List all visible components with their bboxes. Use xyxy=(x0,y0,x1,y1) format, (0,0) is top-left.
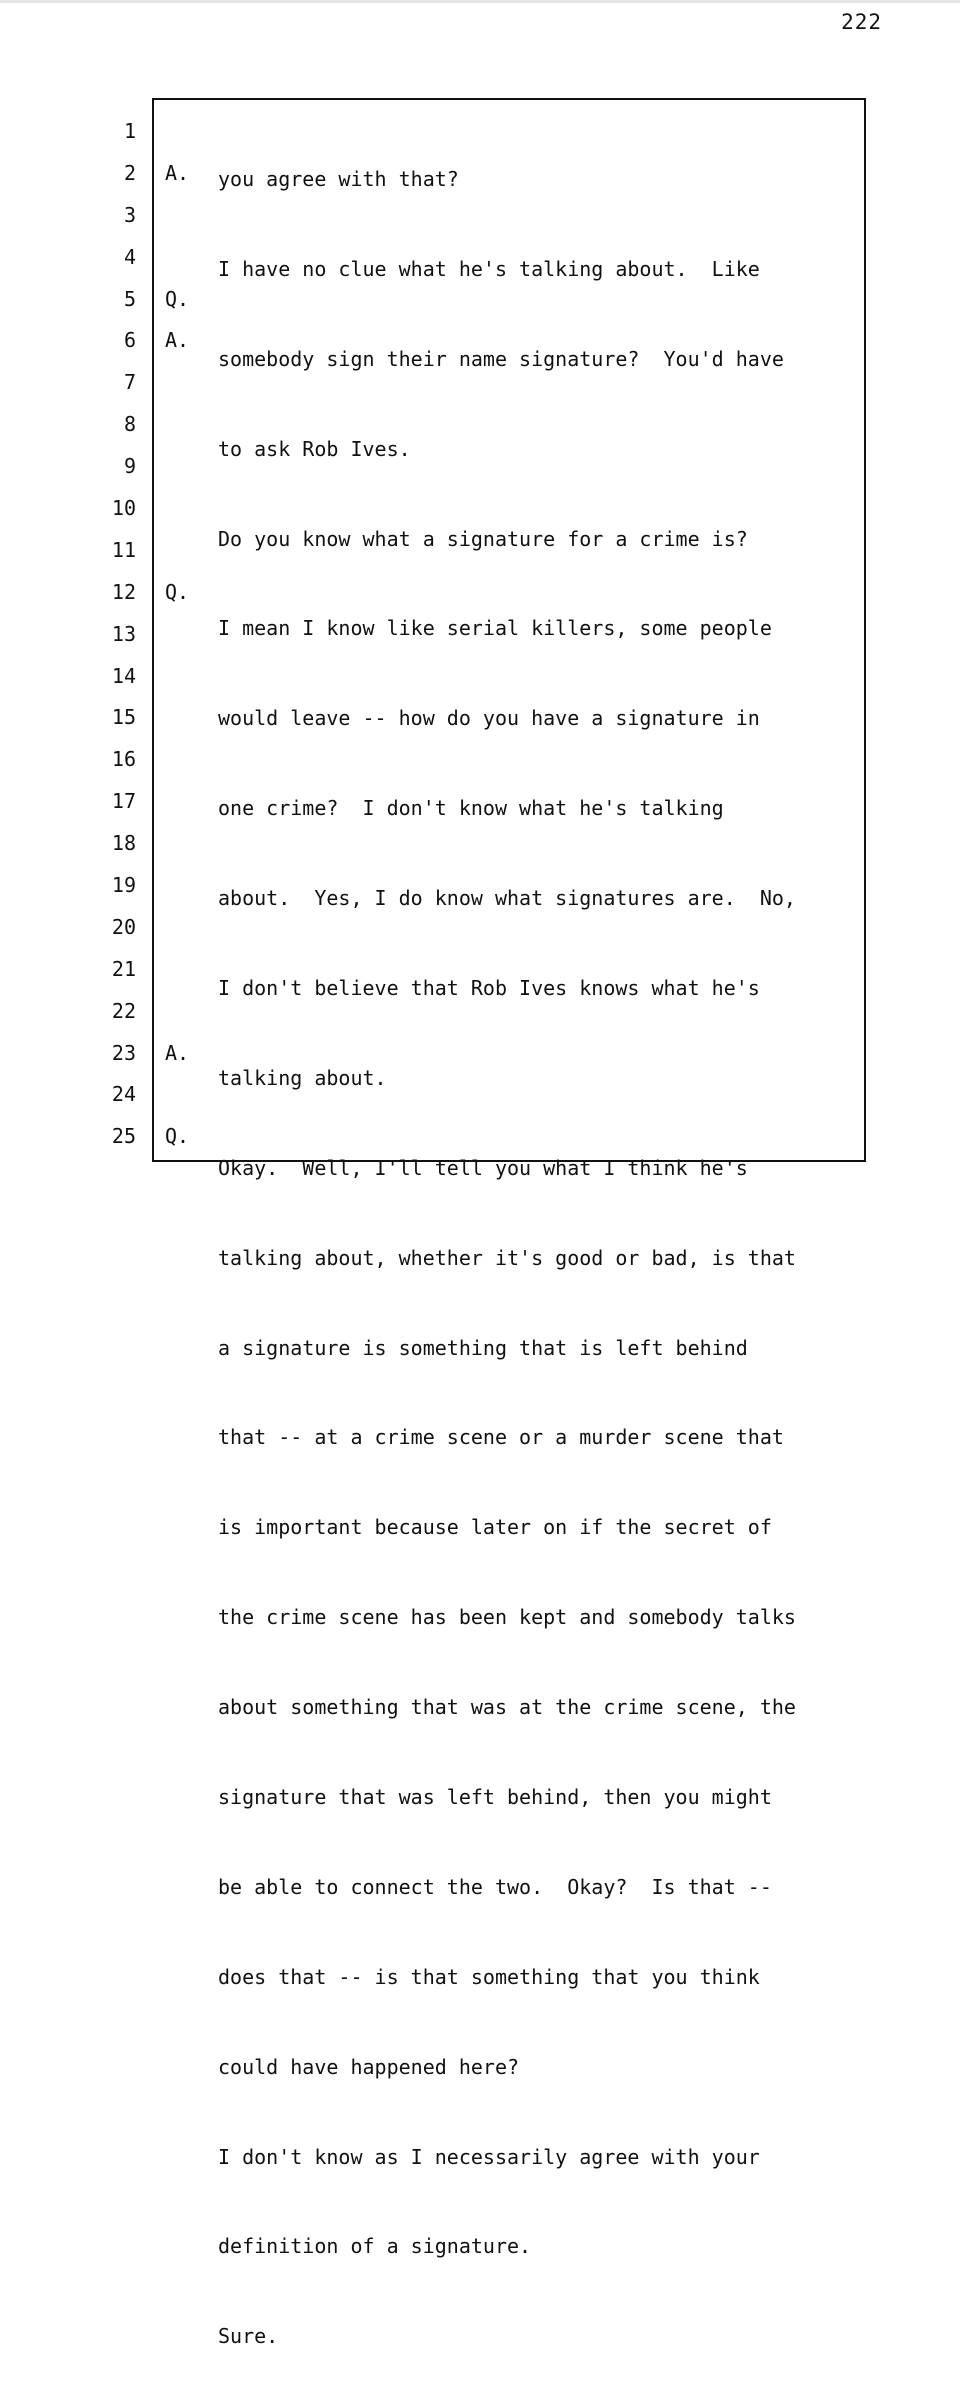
line-number: 5 xyxy=(123,286,136,311)
speaker-label: Q. xyxy=(165,286,190,311)
transcript-line: somebody sign their name signature? You'd have xyxy=(218,346,784,371)
speaker-label xyxy=(165,991,205,1033)
line-number: 21 xyxy=(111,956,136,981)
speaker-label xyxy=(165,656,205,698)
line-number: 25 xyxy=(111,1124,136,1149)
line-number: 3 xyxy=(123,202,136,227)
line-number: 14 xyxy=(111,663,136,688)
transcript-line: talking about. xyxy=(218,1065,387,1090)
transcript-line: about. Yes, I do know what signatures are. No, xyxy=(218,886,796,911)
transcript-text-column xyxy=(218,111,858,2382)
transcript-line: I don't know as I necessarily agree with your xyxy=(218,2144,760,2169)
line-number: 10 xyxy=(111,496,136,521)
line-number: 2 xyxy=(123,160,136,185)
line-number: 4 xyxy=(123,244,136,269)
page-number: 222 xyxy=(841,10,882,34)
speaker-label xyxy=(165,697,205,739)
line-number: 13 xyxy=(111,621,136,646)
transcript-line: talking about, whether it's good or bad, is that xyxy=(218,1245,796,1270)
transcript-line: signature that was left behind, then you might xyxy=(218,1785,772,1810)
line-number: 11 xyxy=(111,537,136,562)
transcript-line: about something that was at the crime scene, the xyxy=(218,1695,796,1720)
speaker-label: Q. xyxy=(165,579,190,604)
transcript-line: Sure. xyxy=(218,2324,279,2349)
transcript-line: you agree with that? xyxy=(218,167,459,191)
transcript-line: a signature is something that is left behind xyxy=(218,1335,748,1360)
speaker-label xyxy=(165,530,205,572)
transcript-line: I don't believe that Rob Ives knows what he's xyxy=(218,976,760,1001)
line-number: 20 xyxy=(111,914,136,939)
transcript-line: could have happened here? xyxy=(218,2054,520,2079)
line-number: 8 xyxy=(123,412,136,437)
line-number-column xyxy=(94,111,136,1158)
speaker-label xyxy=(165,446,205,488)
line-number: 19 xyxy=(111,873,136,898)
transcript-line: I have no clue what he's talking about. Like xyxy=(218,256,760,281)
transcript-line: that -- at a crime scene or a murder scene that xyxy=(218,1425,784,1450)
line-number: 22 xyxy=(111,998,136,1023)
speaker-label: A. xyxy=(165,160,190,185)
line-number: 1 xyxy=(123,119,136,143)
speaker-label xyxy=(165,614,205,656)
line-number: 6 xyxy=(123,328,136,353)
speaker-label xyxy=(165,488,205,530)
transcript-line: the crime scene has been kept and somebody talks xyxy=(218,1605,796,1630)
speaker-column xyxy=(165,111,205,1158)
speaker-label xyxy=(165,1074,205,1116)
line-number: 9 xyxy=(123,454,136,479)
line-number: 7 xyxy=(123,370,136,395)
speaker-label xyxy=(165,404,205,446)
speaker-label xyxy=(165,739,205,781)
line-number: 24 xyxy=(111,1082,136,1107)
line-number: 15 xyxy=(111,705,136,730)
transcript-line: is important because later on if the secret of xyxy=(218,1515,772,1540)
line-number: 12 xyxy=(111,579,136,604)
transcript-line: Okay. Well, I'll tell you what I think he's xyxy=(218,1155,748,1180)
top-border xyxy=(0,0,960,3)
transcript-line: to ask Rob Ives. xyxy=(218,436,411,461)
transcript-line: would leave -- how do you have a signature in xyxy=(218,706,760,731)
transcript-line: definition of a signature. xyxy=(218,2234,532,2259)
speaker-label xyxy=(165,362,205,404)
transcript-line: be able to connect the two. Okay? Is that -- xyxy=(218,1874,772,1899)
speaker-label xyxy=(165,823,205,865)
speaker-label xyxy=(165,949,205,991)
speaker-label: A. xyxy=(165,328,190,353)
speaker-label xyxy=(165,195,205,237)
transcript-line: Do you know what a signature for a crime is? xyxy=(218,526,748,551)
speaker-label xyxy=(165,111,205,153)
line-number: 23 xyxy=(111,1040,136,1065)
transcript-line: one crime? I don't know what he's talking xyxy=(218,796,724,821)
speaker-label xyxy=(165,907,205,949)
speaker-label xyxy=(165,865,205,907)
speaker-label xyxy=(165,781,205,823)
transcript-line: I mean I know like serial killers, some people xyxy=(218,616,772,641)
line-number: 17 xyxy=(111,789,136,814)
line-number: 16 xyxy=(111,747,136,772)
speaker-label xyxy=(165,237,205,279)
line-number: 18 xyxy=(111,831,136,856)
transcript-line: does that -- is that something that you think xyxy=(218,1964,760,1989)
speaker-label: A. xyxy=(165,1040,190,1065)
speaker-label: Q. xyxy=(165,1124,190,1149)
